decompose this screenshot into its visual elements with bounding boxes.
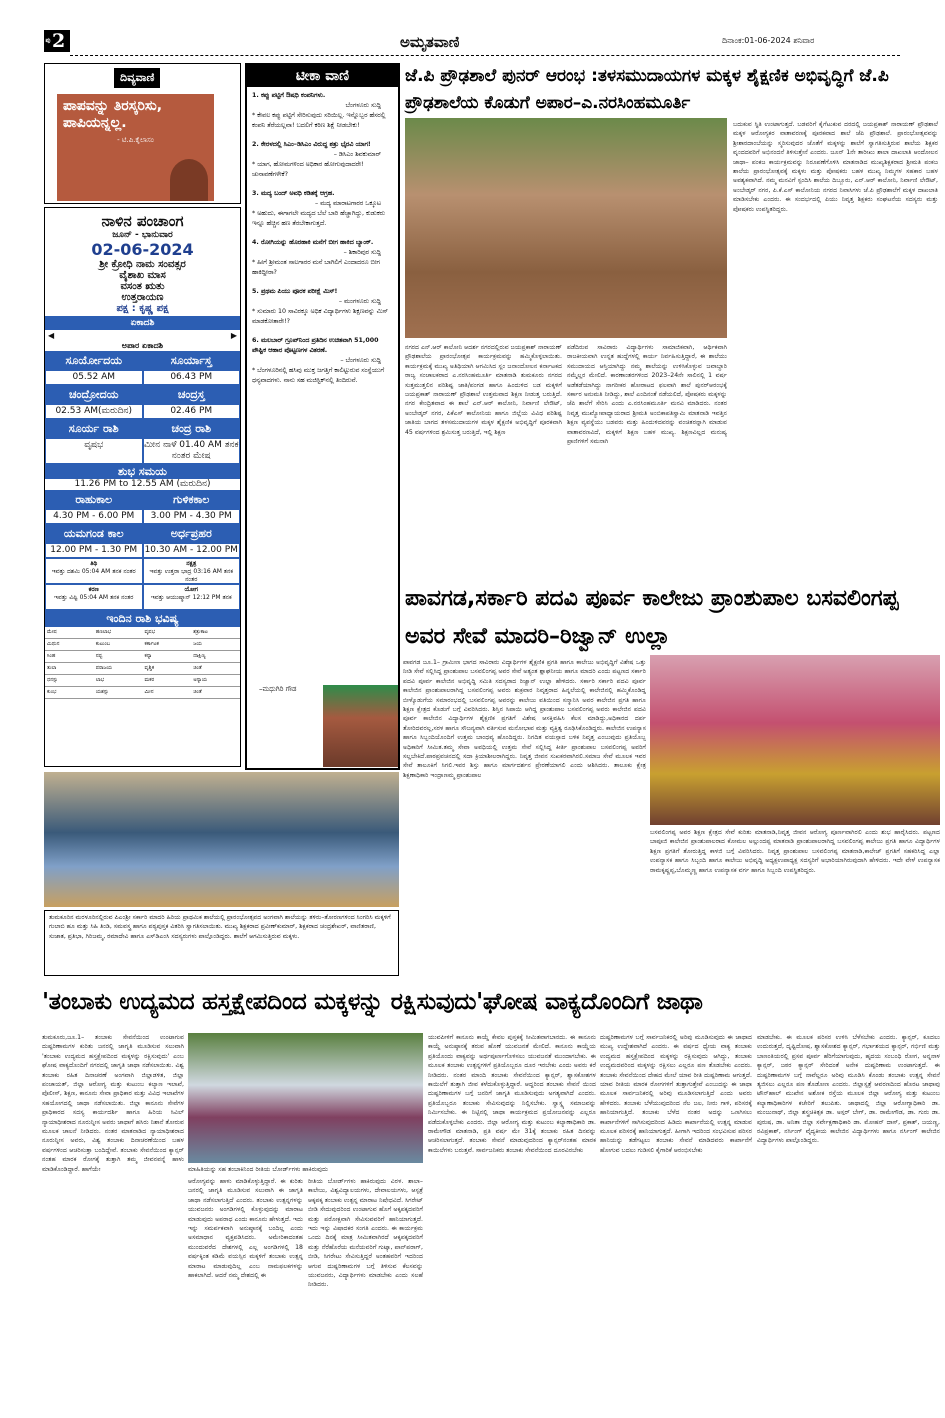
teeka-item-source: – ಮದ್ಯ ಮಾರಾಟಗಾರರ ಒಕ್ಕೂಟ: [314, 200, 381, 207]
rashi-table: [45, 627, 240, 699]
teeka-vani-items: [247, 87, 398, 399]
nakshatra-value: ಇವತ್ತು ಉತ್ತರಾ ಭಾದ್ರ 03:16 AM ತನಕ ನಂತರ: [149, 568, 234, 583]
teeka-item: [252, 189, 393, 229]
panchanga-title: ನಾಳಿನ ಪಂಚಾಂಗ: [101, 212, 184, 230]
kala-grid: [45, 490, 240, 558]
teeka-item-headline: 2. ಕೇರಳದಲ್ಲಿ ಸಿಎಂ–ಡಿಸಿಎಂ ವಿರುದ್ಧ ಶತ್ರು ಭೈರವಿ ಯಾಗ!: [252, 141, 371, 148]
prev-arrow-icon[interactable]: ◀: [48, 331, 55, 340]
teeka-item-comment: * ಸುಮಾರು 10 ಸಾವಿರಕ್ಕೂ ಅಧಿಕ ವಿದ್ಯಾರ್ಥಿಗಳು ಶಿಕ್ಷಣವನ್ನು ಮಿಸ್ ಮಾಡಕೋತಾರೇ!?: [252, 308, 389, 325]
next-arrow-icon[interactable]: ▶: [230, 331, 237, 340]
sunset-label: ಸೂರ್ಯಾಸ್ತ: [143, 351, 241, 370]
ayana: ಉತ್ತರಾಯಣ: [121, 292, 164, 303]
masa: ವೈಶಾಖ ಮಾಸ: [119, 270, 166, 281]
surya-rashi-label: ಸೂರ್ಯ ರಾಶಿ: [45, 419, 143, 438]
gulikakala-value: 3.00 PM - 4.30 PM: [143, 509, 241, 524]
rashi-cell: ಲಾಭ: [94, 675, 143, 687]
story3-column-3: ರೀತಿಯ ಬೋರ್ಡ್‌ಗಳು ಹಾಕಿರುವುದು ವಿರಳ. ಶಾಲಾ–ಕಾಲೇಜು, ವಿಶ್ವವಿದ್ಯಾಲಯಗಳು, ದೇವಾಲಯಗಳು, ಆಸ್ಪತ್ರೆ ಆಕ್ಕಪಕ್ಕ ತಂಬಾಕು ಉತ್ಪನ್ನ ಮಾರಾಟ ನಿಷೇಧವಿದೆ. ಸಿಗರೇಟ್ ಬೀಡಿ ಸೇದುವುದರಿಂದ ಉಂಟಾಗುವ ಹೊಗೆ ಅಕ್ಕಪಕ್ಕದವರಿಗೆ ಮತ್ತು ಪರೋಕ್ಷವಾಗಿ ಸೇವಿಸುವವರಿಗೆ ಹಾನಿಯಾಗುತ್ತದೆ. ಇದು ಇನ್ನು ವಿಷಾದಕರ ಸಂಗತಿ ಎಂದರು. ಈ ಕಾರ್ಯಕ್ರಮ ಒಂದು ದಿನಕ್ಕೆ ಮಾತ್ರ ಸೀಮಿತವಾಗಿರದೆ ಆಕ್ಕಪಕ್ಕದವರಿಗೆ ಮತ್ತು ನೆರೆಹೊರೆಯ ಮನೆಯವರಿಗೆ ಗುಟ್ಕಾ, ಪಾನ್‌ಪರಾಗ್, ಬೀಡಿ, ಸಿಗರೇಟು ಸೇವಿಸುತ್ತಿದ್ದರೆ ಅಂತಹವರಿಗೆ ಇದರಿಂದ ಆಗುವ ದುಷ್ಪರಿಣಾಮಗಳ ಬಗ್ಗೆ ತಿಳಿಸುವ ಕೆಲಸವನ್ನು ಯುವಜನರು, ವಿದ್ಯಾರ್ಥಿಗಳು ಮಾಡಬೇಕು ಎಂದು ಸಲಹೆ ನೀಡಿದರು.: [308, 1178, 423, 1289]
page-prefix: ಪು: [45, 37, 51, 44]
rashi-cell: ಚಿಂತೆ: [191, 663, 240, 675]
teeka-vani-box: [245, 63, 400, 770]
students-photo: [44, 772, 399, 907]
rashi-cell: ಚಿಂತೆ: [191, 687, 240, 699]
teeka-item-comment: * ಅಹುದು, ಈಗಾಗಲೇ ಮದ್ಯದ ಬೆಲೆ ಬಾರಿ ಹೆಚ್ಚಾಗಿದ್ದು, ಕುಡುಕರು ಇನ್ನೂ ಹೆಚ್ಚಿನ ಹಣ ತೆರಬೇಕಾಗುತ್ತದೆ.: [252, 210, 385, 227]
rashi-cell: ಕನ್ಯಾ: [143, 651, 192, 663]
teeka-item: [252, 238, 393, 278]
ardhaprahara-value: 10.30 AM - 12.00 PM: [143, 543, 241, 558]
dateline: ದಿನಾಂಕ:01-06-2024 ಶನಿವಾರ: [722, 36, 815, 45]
quote-card: [57, 94, 214, 201]
rashi-cell: ಕರ್ಕಾಟಕ: [143, 639, 192, 651]
author-portrait: [170, 159, 208, 201]
shubha-samaya-value: 11.26 PM to 12.55 AM (ಮರುದಿನ): [74, 479, 211, 489]
yoga-value: ಇವತ್ತು ಆಯುಷ್ಮಾನ್ 12:12 PM ತನಕ: [150, 594, 232, 601]
rashi-cell: ವೃಷಭ: [143, 627, 192, 639]
nakshatra-cell: [143, 558, 241, 584]
students-photo-caption: ತುಮಕೂರಿನ ಮರಳೂರಿನಲ್ಲಿರುವ ಪಿಎಂಶ್ರೀ ಸರ್ಕಾರಿ ಮಾದರಿ ಹಿರಿಯ ಪ್ರಾಥಮಿಕ ಶಾಲೆಯಲ್ಲಿ ಪ್ರಾರಂಭೋತ್ಸವದ ಅಂಗವಾಗಿ ಶಾಲೆಯನ್ನು ತಳಿರು–ತೋರಣಗಳಿಂದ ಸಿಂಗರಿಸಿ ಮಕ್ಕಳಿಗೆ ಗುಲಾಬಿ ಹೂ ಮತ್ತು ಸಿಹಿ ತಿಂಡಿ, ಸಮವಸ್ತ್ರ ಹಾಗೂ ಪಠ್ಯಪುಸ್ತಕ ವಿತರಿಸಿ ಸ್ವಾಗತಿಸಲಾಯಿತು. ಮುಖ್ಯ ಶಿಕ್ಷಕರಾದ ಪ್ರವೀಣ್‌ಕುಮಾರ್, ಶಿಕ್ಷಕರಾದ ಚಂದ್ರಶೇಖರ್, ವಾಣಿತರಾಣಿ, ಸುಜಾತ, ಪ್ರತಿಭಾ, ಗಿರಿಜಮ್ಮ, ರಮಾದೇವಿ ಹಾಗೂ ಎಸ್‌ಡಿಎಂಸಿ ಸದಸ್ಯರುಗಳು ಪಾಲ್ಗೊಂಡಿದ್ದರು. ಶಾಲೆಗೆ ಆಗಮಿಸುತ್ತಿರುವ ಮಕ್ಕಳು.: [44, 910, 399, 976]
quote-text: ಪಾಪವನ್ನು ತಿರಸ್ಕರಿಸು, ಪಾಪಿಯನ್ನಲ್ಲ.: [63, 98, 163, 131]
moonset-label: ಚಂದ್ರಸ್ತ: [143, 385, 241, 404]
story1-column-a: ನಗರದ ಎನ್.ಆರ್ ಕಾಲೋನಿ ಆದರ್ಶ ನಗರದಲ್ಲಿರುವ ಜಯಪ್ರಕಾಶ್ ನಾರಾಯಣ್ ಪ್ರೌಢಶಾಲೆಯ ಪ್ರಾರಂಭೋತ್ಸವ ಕಾರ್ಯಕ್ರಮವನ್ನು ಹಮ್ಮಿಕೊಳ್ಳಲಾಯಿತು. ಕಾರ್ಯಕ್ರಮಕ್ಕೆ ಮುಖ್ಯ ಅತಿಥಿಯಾಗಿ ಆಗಮಿಸಿದ ಸ್ಲಂ ಜನಾಂದೋಲನ ಕರ್ನಾಟಕದ ರಾಜ್ಯ ಸಂಚಾಲಕರಾದ ಎ.ನರಸಿಂಹಮೂರ್ತಿ ಮಾತನಾಡಿ ತುಮಕೂರು ನಗರದ ಸುತ್ತಮುತ್ತಲಿನ ಪರಿಶಿಷ್ಟ ಜಾತಿ/ಪಂಗಡ ಹಾಗೂ ಹಿಂದುಳಿದ ಬಡ ಮಕ್ಕಳಿಗೆ ಜಯಪ್ರಕಾಶ್ ನಾರಾಯಣ್ ಪ್ರೌಢಶಾಲೆ ಉತ್ತಮವಾದ ಶಿಕ್ಷಣ ನೀಡುತ್ತ ಬರುತ್ತಿದೆ. ನಗರ ಕೇಂದ್ರಿತವಾದ ಈ ಶಾಲೆ ಎನ್.ಆರ್ ಕಾಲೋನಿ, ನಿರ್ವಾಣಿ ಲೇಔಟ್, ಅಂಬೇಡ್ಕರ್ ನಗರ, ಪಿಕೆಎಸ್ ಕಾಲೋನಿಯ ಹಾಗೂ ಜಿಲ್ಲೆಯ ವಿವಿಧ ಪರಿಶಿಷ್ಟ ಜಾತಿಯ ಬಾಗದ ತಳಸಮುದಾಯಗಳ ಮಕ್ಕಳ ಶೈಕ್ಷಣಿಕ ಅಭಿವೃದ್ಧಿಗೆ ಪೂರಕವಾಗಿ 45 ವರ್ಷಗಳಿಂದ ಶ್ರಮಿಸುತ್ತ ಬರುತ್ತಿದೆ, ಇಲ್ಲಿ ಶಿಕ್ಷಣ: [405, 344, 562, 436]
story1-headline: ಜೆ.ಪಿ ಪ್ರೌಢಶಾಲೆ ಪುನರ್ ಆರಂಭ :ತಳಸಮುದಾಯಗಳ ಮಕ್ಕಳ ಶೈಕ್ಷಣಿಕ ಅಭಿವೃದ್ಧಿಗೆ ಜೆ.ಪಿ ಪ್ರೌಢಶಾಲೆಯ ಕೊಡುಗೆ ಅಪಾರ–ಎ.ನರಸಿಂಹಮೂರ್ತಿ: [405, 66, 889, 113]
tithi-value: ಇವತ್ತು ದಶಮಿ 05:04 AM ತನಕ ನಂತರ: [51, 568, 136, 575]
rashi-cell: ಸಿಂಹ: [45, 651, 94, 663]
rashi-cell: ಮಕರ: [143, 675, 192, 687]
divya-vani-box: [44, 63, 241, 204]
masthead-divider: [70, 55, 900, 56]
teeka-item-comment: * ಹೀಗೆ ಶ್ರೀಮಂತ ಸಾಲಗಾರರ ಮನೆ ಬಾಗಿಲಿಗೆ ಎಂದಾದರೂ ಬೀಗ ಹಾಕಿದ್ದೀರಾ?: [252, 259, 380, 276]
story3-column-4: ಯುವಪೀಳಿಗೆ ಕಾನೂನು ಕಾಯ್ದೆ ಕೇವಲ ಪುಸ್ತಕಕ್ಕೆ ಸೀಮಿತವಾಗಬಾರದು. ಈ ಕಾನೂನು ಕಾಯ್ದೆ ಅನುಷ್ಠಾನಕ್ಕೆ ತರುವ ಹೊಣೆ ಯುವಜನತೆ ಮೇಲಿದೆ. ಕಾನೂನು ಕಾಯ್ದೆಯ ಪ್ರತಿಯೊಂದು ವಾಕ್ಯವನ್ನು ಅರ್ಥಪೂರ್ಣಗೊಳಿಸಲು ಯುವಜನತೆ ಮುಂದಾಗಬೇಕು. ಈ ಮೂಲಕ ತಂಬಾಕು ಉತ್ಪನ್ನಗಳಿಗೆ ಪ್ರತಿಯೊಬ್ಬರೂ ದೂರ ಇರಬೇಕು ಎಂದು ಅವರು ಕರೆ ನೀಡಿದರು. ನಂತರ ಮಾಂದಿ ತಂಬಾಕು ಸೇವನೆಯಿಂದ ಕ್ಯಾನ್ಸರ್, ಶ್ವಾಸಕೋಶಗಳ ಕಾಯಿಲೆಗೆ ತುತ್ತಾಗಿ ಜೀವ ಕಳೆದುಕೊಳ್ಳುತ್ತಿದ್ದಾರೆ. ಆದ್ದರಿಂದ ತಂಬಾಕು ಸೇವನೆ ಯಿಂದ ದುಷ್ಪರಿಣಾಮಗಳ ಬಗ್ಗೆ ಜನರಿಗೆ ಜಾಗೃತಿ ಮೂಡಿಸುವುದು ಅಗತ್ಯವಾಗಿದೆ ಎಂದರು. ಪ್ರತಿಯೊಬ್ಬರೂ ತಂಬಾಕು ಸೇವಿಸುವುದನ್ನು ನಿಲ್ಲಿಸಬೇಕು. ಸ್ವಾಸ್ಥ್ಯ ಸಮಾಜವನ್ನು ನಿರ್ಮಿಸಬೇಕು. ಈ ನಿಟ್ಟಿನಲ್ಲಿ ಜಾಥಾ ಕಾರ್ಯಕ್ರಮದ ಪ್ರಯೋಜನವನ್ನು ಎಲ್ಲರೂ ಪಡೆದುಕೊಳ್ಳಬೇಕು ಎಂದರು. ಜಿಲ್ಲಾ ಆರೋಗ್ಯ ಮತ್ತು ಕುಟುಂಬ ಕಲ್ಯಾಣಾಧಿಕಾರಿ ಡಾ. ರಾಮೇಗೌಡ ಮಾತನಾಡಿ, ಪ್ರತಿ ವರ್ಷ ಮೇ 31ಕ್ಕೆ ತಂಬಾಕು ರಹಿತ ದಿನವನ್ನು ಆಚರಿಸಲಾಗುತ್ತದೆ. ತಂಬಾಕು ಸೇವನೆ ಮಾಡುವುದರಿಂದ ಕ್ಯಾನ್ಸರ್‌ನಂತಹ ಮಾರಕ ಕಾಯಿಲೆಗಳು ಬರುತ್ತವೆ. ಸಾರ್ವಜನಿಕರು ತಂಬಾಕು ಸೇವನೆಯಿಂದ ದೂರವಿರಬೇಕು: [428, 1034, 596, 1154]
teeka-item-source: ಬೆಂಗಳೂರು ಸುದ್ದಿ: [345, 102, 381, 109]
teeka-item-source: – ಮಂಗಳೂರು ಸುದ್ದಿ: [338, 298, 381, 305]
rashi-cell: ಧನಸ್ಸು: [45, 675, 94, 687]
story2-headline: ಪಾವಗಡ,ಸರ್ಕಾರಿ ಪದವಿ ಪೂರ್ವ ಕಾಲೇಜು ಪ್ರಾಂಶುಪಾಲ ಬಸವಲಿಂಗಪ್ಪ ಅವರ ಸೇವೆ ಮಾದರಿ–ರಿಜ್ವಾನ್ ಉಲ್ಲಾ: [405, 586, 899, 649]
chandra-rashi-value: ಮೀನ ನಾಳೆ 01.40 AM ತನಕ ನಂತರ ಮೇಷ: [143, 438, 241, 464]
yoga-label: ಯೋಗ: [184, 586, 199, 593]
teeka-vani-title: ಟೀಕಾ ವಾಣಿ: [247, 65, 398, 87]
page-number-badge: [44, 30, 70, 52]
nakshatra-label: ನಕ್ಷತ್ರ: [186, 560, 197, 567]
ekadashi-bar: ಏಕಾದಶಿ: [45, 316, 240, 330]
paksha: ಪಕ್ಷ : ಕೃಷ್ಣ ಪಕ್ಷ: [116, 303, 169, 314]
teeka-item-headline: 6. ಮಲಬಾರ್ ಗ್ರೂಪ್‌ನಿಂದ ಪ್ರತಿದಿನ ಉಚಿತವಾಗಿ 51,000 ಪೌಷ್ಟಿಕ ಆಹಾರ ಪೊಟ್ಟಣಗಳ ವಿತರಣೆ.: [252, 337, 379, 354]
ardhaprahara-label: ಅರ್ಧಪ್ರಹರ: [143, 524, 241, 543]
rashi-cell: ಕುಟುಂಬ: [94, 639, 143, 651]
yamaganda-label: ಯಮಗಂಡ ಕಾಲ: [45, 524, 143, 543]
story3-column-1: ತುಮಕೂರು,ಜೂ.1– ತಂಬಾಕು ಸೇವನೆಯಿಂದ ಉಂಟಾಗುವ ದುಷ್ಪರಿಣಾಮಗಳ ಕುರಿತು ಜನರಲ್ಲಿ ಜಾಗೃತಿ ಮೂಡಿಸುವ ಸಲುವಾಗಿ 'ತಂಬಾಕು ಉದ್ಯಮದ ಹಸ್ತಕ್ಷೇಪದಿಂದ ಮಕ್ಕಳನ್ನು ರಕ್ಷಿಸುವುದು' ಎಂಬ ಘೋಷ ವಾಕ್ಯದೊಂದಿಗೆ ನಗರದಲ್ಲಿ ಜಾಗೃತಿ ಜಾಥಾ ನಡೆಸಲಾಯಿತು. ವಿಶ್ವ ತಂಬಾಕು ರಹಿತ ದಿನಾಚರಣೆ ಅಂಗವಾಗಿ ಜಿಲ್ಲಾಡಳಿತ, ಜಿಲ್ಲಾ ಪಂಚಾಯತ್, ಜಿಲ್ಲಾ ಆರೋಗ್ಯ ಮತ್ತು ಕುಟುಂಬ ಕಲ್ಯಾಣ ಇಲಾಖೆ, ಪೊಲೀಸ್, ಶಿಕ್ಷಣ, ಕಾನೂನು ಸೇವಾ ಪ್ರಾಧಿಕಾರ ಮತ್ತು ವಿವಿಧ ಇಲಾಖೆಗಳ ಸಹಯೋಗದಲ್ಲಿ ಜಾಥಾ ನಡೆಸಲಾಯಿತು. ಜಿಲ್ಲಾ ಕಾನೂನು ಸೇವೆಗಳ ಪ್ರಾಧಿಕಾರದ ಸದಸ್ಯ ಕಾರ್ಯದರ್ಶಿ ಹಾಗೂ ಹಿರಿಯ ಸಿವಿಲ್ ನ್ಯಾಯಾಧೀಶರಾದ ನೂರುನ್ನೀಸ ಅವರು ಜಾಥಾಗೆ ಹಸಿರು ನಿಶಾನೆ ತೋರುವ ಮೂಲಕ ಚಾಲನೆ ನೀಡಿದರು. ನಂತರ ಮಾತನಾಡಿದ ನ್ಯಾಯಾಧೀಶರಾದ ನೂರುನ್ನೀಸ ಅವರು, ವಿಶ್ವ ತಂಬಾಕು ದಿನಾಚರಣೆಯಿಂದ ಬಹಳ ವರ್ಷಗಳಿಂದ ಆಚರಿಸುತ್ತಾ ಬಂದಿದ್ದೇವೆ. ತಂಬಾಕು ಸೇವನೆಯಿಂದ ಕ್ಯಾನ್ಸರ್ ನಂತಹ ಮಾರಕ ರೋಗಕ್ಕೆ ತುತ್ತಾಗಿ ತಮ್ಮ ಜೀವನವನ್ನೆ ಹಾಳು ಮಾಡಿಕೊಂಡಿದ್ದಾರೆ. ಹಾಗೆಯೇ: [42, 1034, 184, 1173]
ekadashi-name: ಅಪಾರ ಏಕಾದಶಿ: [121, 341, 164, 350]
rashi-cell: ವೃಶ್ಚಿಕ: [143, 663, 192, 675]
page-number: 2: [52, 30, 66, 52]
teeka-item-source: – ಬೆಂಗಳೂರು ಸುದ್ದಿ: [340, 357, 381, 364]
story3-column-2: ಆರೋಗ್ಯವನ್ನು ಹಾಳು ಮಾಡಿಕೊಳ್ಳುತ್ತಿದ್ದಾರೆ. ಈ ಕುರಿತು ಜನರಲ್ಲಿ ಜಾಗೃತಿ ಮೂಡಿಸುವ ಸಲುವಾಗಿ ಈ ಜಾಗೃತಿ ಜಾಥಾ ನಡೆಸಲಾಗುತ್ತಿದೆ ಎಂದರು. ತಂಬಾಕು ಉತ್ಪನ್ನಗಳನ್ನು ಯುವಜನರು ಅಂಗಡಿಗಳಲ್ಲಿ ಕೊಳ್ಳುವುದನ್ನು ಮಾರಾಟ ಮಾಡುವುದು ಅಪರಾಧ ಎಂದು ಕಾನೂನು ಹೇಳುತ್ತದೆ. ಇದು ಇನ್ನು ಸಮರ್ಪಕವಾಗಿ ಅನುಷ್ಠಾನಕ್ಕೆ ಬಂದಿಲ್ಲ ಎಂದು ಅಸಮಾಧಾನ ವ್ಯಕ್ತಪಡಿಸಿದರು. ಅಮೇರಿಕಾದಂತಹ ಮುಂದುವರೆದ ದೇಶಗಳಲ್ಲಿ ಎಲ್ಲ ಅಂಗಡಿಗಳಲ್ಲಿ 18 ವರ್ಷಕ್ಕಿಂತ ಕಡಿಮೆ ವಯಸ್ಸಿನ ಮಕ್ಕಳಿಗೆ ತಂಬಾಕು ಉತ್ಪನ್ನ ಮಾರಾಟ ಮಾಡುವುದಿಲ್ಲ ಎಂಬ ನಾಮಫಲಕಗಳನ್ನು ಹಾಕಲಾಗಿದೆ. ಆದರೆ ನಮ್ಮ ದೇಶದಲ್ಲಿ ಈ: [188, 1178, 303, 1280]
story1-column-b: ಪಡೆದಿರುವ ಸಾವಿರಾರು ವಿದ್ಯಾರ್ಥಿಗಳು ಸಾಮಾಜಿಕವಾಗಿ, ಆರ್ಥಿಕವಾಗಿ ರಾಜಕೀಯವಾಗಿ ಉನ್ನತ ಹುದ್ದೆಗಳಲ್ಲಿ ಕಾರ್ಯ ನಿರ್ವಹಿಸುತ್ತಿದ್ದಾರೆ, ಈ ಶಾಲೆಯು ಸಮುದಾಯದ ಆಸ್ತಿಯಾಗಿದ್ದು ನಮ್ಮ ಶಾಲೆಯನ್ನು ಉಳಿಸಿಕೊಳ್ಳುವ ಜವಾಬ್ದಾರಿ ನಮ್ಮೆಲ್ಲರ ಮೇಲಿದೆ. ಕಾರಣಾಂತರಗಳಿಂದ 2023–24ನೇ ಸಾಲಿನಲ್ಲಿ 1 ವರ್ಷ ಅಡೆತಡೆಯಾಗಿದ್ದು ನಾಗರೀಕರ ಹೋರಾಟದ ಫಲವಾಗಿ ಶಾಲೆ ಪುನರ್‌ಆರಂಭಕ್ಕೆ ಸರ್ಕಾರ ಅನುಮತಿ ನೀಡಿದ್ದು, ಶಾಲೆ ಎಂದಿನಂತೆ ನಡೆಯಲಿದೆ, ಪೋಷಕರು ಮಕ್ಕಳನ್ನು ಜೆಪಿ ಶಾಲೆಗೆ ಸೇರಿಸಿ ಎಂದು ಎ.ನರಸಿಂಹಮೂರ್ತಿ ಮನವಿ ಮಾಡಿದರು. ನಂತರ ನಿವೃತ್ತ ಮುಖ್ಯೋಪಾಧ್ಯಾಯರಾದ ಶ್ರೀಮತಿ ಅಂಬಿಕಾಪತಿಸ್ವಾಮಿ ಮಾತನಾಡಿ ಇವತ್ತಿನ ಶಿಕ್ಷಣ ವ್ಯವಸ್ಥೆಯು ಬಡವರು ಮತ್ತು ಹಿಂದುಳಿದವರನ್ನು ವಂಚಿತರನ್ನಾಗಿ ಮಾಡುವ ವಾತಾವರಣವಿದೆ, ಮಕ್ಕಳಿಗೆ ಶಿಕ್ಷಣ ಬಹಳ ಮುಖ್ಯ. ಶಿಕ್ಷಣವಿಲ್ಲದ ಮನುಷ್ಯ ಪ್ರಾಣಿಗಳಿಗೆ ಸಮನಾಗಿ: [567, 344, 727, 446]
teeka-item-comment: * ಬೆಂಗಳೂರಿನಲ್ಲಿ ಹಸಿವು ಮುಕ್ತ ಜಗತ್ತಿಗೆ ಕಾಲಿಟ್ಟುರುವ ಸಂಸ್ಥೆಯುಗೆ ಧನ್ಯವಾದಗಳು. ನಾನು ಸಹ ಮಜಿಸ್ಟಿಕ್‌ನಲ್ಲಿ ತಿಂದಿರುವೆ.: [252, 367, 385, 384]
samvatsara: ಶ್ರೀ ಕ್ರೋಧಿ ನಾಮ ಸಂವತ್ಸರ: [99, 259, 186, 270]
sunrise-value: 05.52 AM: [45, 370, 143, 385]
teeka-item-comment: * ಕೇವಲ ಕಪ್ಪು ಪಟ್ಟಿಗೆ ಸೇರಿಸುವುದು ಸರಿಯಿಲ್ಲ. ಇನ್ನೊಬ್ಬರ ಹೆಸರಲ್ಲಿ ಕಂಪನಿ ತೆರೆಯಲ್ಲವಾ! ಬದಲಿಗೆ ಕಠಿಣ ಶಿಕ್ಷೆ ನೀಡಬೇಕು!: [252, 112, 386, 129]
awareness-rally-photo: [188, 1033, 423, 1163]
quote-author: - ಟಿ.ಪಿ.ಕೈಲಾಸಂ: [117, 136, 154, 144]
panchanga-month-day: ಜೂನ್ - ಭಾನುವಾರ: [112, 230, 173, 240]
rashi-cell: ಯಶಸ್ಸು: [94, 687, 143, 699]
karana-cell: [45, 584, 143, 610]
rashi-cell: ದಾಕ್ಷಿಣ್ಯ: [191, 651, 240, 663]
rashi-cell: ಮೀನ: [143, 687, 192, 699]
sunrise-label: ಸೂರ್ಯೋದಯ: [45, 351, 143, 370]
felicitation-photo: [650, 655, 940, 825]
moonrise-value: 02.53 AM(ಮರುದಿನ): [45, 404, 143, 419]
rashi-cell: ಪರಾಜಯ: [94, 663, 143, 675]
rashi-bhavishya-title: ಇಂದಿನ ರಾಶಿ ಭವಿಷ್ಯ: [45, 610, 240, 627]
moonrise-label: ಚಂದ್ರೋದಯ: [45, 385, 143, 404]
rashi-cell: ಶತ್ರುಕಾಟ: [191, 627, 240, 639]
teeka-item-headline: 1. ಕಪ್ಪು ಪಟ್ಟಿಗೆ ಔಷಧಿ ಕಂಪನಿಗಳು.: [252, 92, 326, 99]
karana-value: ಇವತ್ತು ವಿಷ್ಟಿ 05:04 AM ತನಕ ನಂತರ: [54, 594, 134, 601]
ritu: ವಸಂತ ಋತು: [120, 281, 165, 292]
carousel-nav: [45, 330, 240, 341]
story1-column-right: ಬದುಕುವ ಸ್ಥಿತಿ ಉಂಟಾಗುತ್ತದೆ. ಬಡವರಿಗೆ ಕೈಗೆಟುಕುವ ದರದಲ್ಲಿ ಜಯಪ್ರಕಾಶ್ ನಾರಾಯಣ್ ಪ್ರೌಢಶಾಲೆ ಮಕ್ಕಳ ಆರೋಗ್ಯಕರ ವಾತಾವರಣಕ್ಕೆ ಪೂರಕವಾದ ಶಾಲೆ ಜೆಪಿ ಪ್ರೌಢಶಾಲೆ. ಪ್ರಾರಂಭೋತ್ಸವವನ್ನು ಶ್ರೀಶಾರದಾಂಬೆಯನ್ನು ಸ್ಮರಿಸುವುದರ ಜೊತೆಗೆ ಮಕ್ಕಳನ್ನು ಶಾಲೆಗೆ ಸ್ವಾಗತಿಸುತ್ತಿರುವ ಶಾಲೆಯ ಶಿಕ್ಷಕರ ವೃಂದದವರಿಗೆ ಅಭಿನಂದನೆ ತಿಳಿಸುತ್ತೇನೆ ಎಂದರು. ಜೂನ್ 1ನೇ ತಾರೀಖು ಶಾಲಾ ದಾಖಲಾತಿ ಆಂದೋಲನ ಜಾಥಾ– ಪಂಕಜ ಕಾರ್ಯಕ್ರಮವನ್ನು ನಿರೂಪಣೆಗೊಳಿಸಿ ಮಾತನಾಡಿದ ಮುಖ್ಯಶಿಕ್ಷಕರಾದ ಶ್ರೀಮತಿ ಪಂಕಜ ಶಾಲೆಯ ಪ್ರಾರಂಭೋತ್ಸವಕ್ಕೆ ಮಕ್ಕಳು ಮತ್ತು ಪೋಷಕರು ಬಹಳ ಮುಖ್ಯ ನಿಮ್ಮಗಳ ಸಹಕಾರ ಬಹಳ ಅವಶ್ಯಕವಾಗಿದೆ. ನಮ್ಮ ಮನವಿಗೆ ಸ್ಪಂದಿಸಿ ಶಾಲೆಯ ದಿಬ್ಬೂರು, ಎನ್.ಆರ್ ಕಾಲೋನಿ, ನಿರ್ವಾಣಿ ಲೇಔಟ್, ಅಂಬೇಡ್ಕರ್ ನಗರ, ಪಿ.ಕೆ.ಎಸ್ ಕಾಲೋನಿಯ ನಗರದ ನಿವಾಸಿಗಳು ಜೆ.ಪಿ ಪ್ರೌಢಶಾಲೆಗೆ ಮಕ್ಕಳ ದಾಖಲಾತಿ ಮಾಡಿಸಬೇಕು ಎಂದರು. ಈ ಸಂದರ್ಭದಲ್ಲಿ ಪಿಯು ನಿವೃತ್ತ ಶಿಕ್ಷಕರು ಸಂಘಟನೆಯ ಸದಸ್ಯರು ಮತ್ತು ಪೋಷಕರು ಉಪಸ್ಥಿತರಿದ್ದರು.: [733, 121, 938, 213]
rally-photo-caption: ಮಾಹಿತಿಯನ್ನು ಸಹ ತಂಬಾಕಿನಿಂದ ರೀತಿಯ ಬೋರ್ಡ್‌ಗಳು ಹಾಕಿರುವುದು: [188, 1166, 328, 1173]
tithi-cell: [45, 558, 143, 584]
chandra-rashi-label: ಚಂದ್ರ ರಾಶಿ: [143, 419, 241, 438]
sunset-value: 06.43 PM: [143, 370, 241, 385]
rashi-cell: ಮೇಷ: [45, 627, 94, 639]
story3-headline: 'ತಂಬಾಕು ಉದ್ಯಮದ ಹಸ್ತಕ್ಷೇಪದಿಂದ ಮಕ್ಕಳನ್ನು ರಕ್ಷಿಸುವುದು'ಘೋಷ ವಾಕ್ಯದೊಂದಿಗೆ ಜಾಥಾ: [42, 989, 703, 1015]
teeka-item-headline: 3. ಮದ್ಯ ಬಂದ್ ಅವಧಿ ಕಡಿತಕ್ಕೆ ಆಗ್ರಹ.: [252, 190, 335, 197]
teeka-item: [252, 91, 393, 131]
story3-column-6: ಮಾಡಬೇಕು. ಈ ಮೂಲಕ ಪರಿಸರ ಉಳಿಸಿ ಬೆಳೆಸಬೇಕು ಎಂದರು. ಕ್ಯಾನ್ಸರ್, ಕೂದಲು ಉದುರುತ್ತದೆ, ದೃಷ್ಟಿದೋಷ, ಶ್ವಾಸಕೋಶದ ಕ್ಯಾನ್ಸರ್, ಗರ್ಭಾಶಯದ ಕ್ಯಾನ್ಸರ್, ಗರ್ಭಿಣಿ ಮತ್ತು ಬಾಣಂತಿಯರಲ್ಲಿ ಪ್ರಸವ ಪೂರ್ವ ಹೆರಿಗೆಯಾಗುವುದು, ಹೃದಯ ಸಂಬಂಧಿ ರೋಗ, ಅನ್ನನಾಳ ಕ್ಯಾನ್ಸರ್, ಜಠರ ಕ್ಯಾನ್ಸರ್ ಸೇರಿದಂತೆ ಅನೇಕ ದುಷ್ಪರಿಣಾಮ ಉಂಟಾಗುತ್ತದೆ. ಈ ದುಷ್ಪರಿಣಾಮಗಳ ಬಗ್ಗೆ ನಾವೆಲ್ಲರೂ ಅರಿವು ಮೂಡಿಸಿ ಕೊಂಡು ತಂಬಾಕು ಉತ್ಪನ್ನ ಸೇವನೆ ತ್ಯಜಿಸಲು ಎಲ್ಲರೂ ಪಣ ತೊಡೋಣ ಎಂದರು. ಜಿಲ್ಲಾಸ್ಪತ್ರೆ ಆವರಣದಿಂದ ಹೊರಟ ಜಾಥಾವು ಟೌನ್‌ಹಾಲ್ ಮುಖೇನ ಅಶೋಕ ರಸ್ತೆಯ ಮೂಲಕ ಜಿಲ್ಲಾ ಆರೋಗ್ಯ ಮತ್ತು ಕುಟುಂಬ ಕಲ್ಯಾಣಾಧಿಕಾರಿಗಳ ಕಚೇರಿಗೆ ತಲುಪಿತು. ಜಾಥಾದಲ್ಲಿ ಜಿಲ್ಲಾ ಆರೋಗ್ಯಾಧಿಕಾರಿ ಡಾ. ಮಂಜುನಾಥ್, ಜಿಲ್ಲಾ ಶಸ್ತ್ರಚಿಕಿತ್ಸಕ ಡಾ. ಅಸ್ಗರ್ ಬೇಗ್, ಡಾ. ರಾಮೇಗೌಡ, ಡಾ. ಗುರು ಡಾ. ಪುರುಷ, ಡಾ. ಅನಿತಾ ಜಿಲ್ಲಾ ಸರ್ವೇಕ್ಷಣಾಧಿಕಾರಿ ಡಾ. ಮೋಹನ್ ದಾಸ್, ಪ್ರಕಾಶ್, ಜಯಣ್ಣ, ರವಿಪ್ರಕಾಶ್, ನರ್ಸಿಂಗ್ ವೈದ್ಯಕೀಯ ಕಾಲೇಜಿನ ವಿದ್ಯಾರ್ಥಿಗಳು ಹಾಗೂ ನರ್ಸಿಂಗ್ ಕಾಲೇಜಿನ ವಿದ್ಯಾರ್ಥಿಗಳು ಪಾಲ್ಗೊಂಡಿದ್ದರು.: [757, 1034, 940, 1145]
moonset-value: 02.46 PM: [143, 404, 241, 419]
tithi-grid: [45, 558, 240, 610]
story2-body-right: ಬಸವಲಿಂಗಪ್ಪ ಅವರ ಶಿಕ್ಷಣ ಕ್ಷೇತ್ರದ ಸೇವೆ ಕುರಿತು ಮಾತನಾಡಿ,ನಿವೃತ್ತ ಜೀವನ ಆರೋಗ್ಯ ಪೂರ್ಣವಾಗಿರಲಿ ಎಂದು ಶುಭ ಹಾರೈಸಿದರು. ಪಟ್ಟಣದ ಬಾಪೂಜಿ ಕಾಲೇಜಿನ ಪ್ರಾಂಶುಪಾಲರಾದ ಕೋಮಲ ಅಲ್ಲುಂದಪ್ಪ ಮಾತನಾಡಿ ಪ್ರಾಂಶುಪಾಲರಾಗಿದ್ದ ಬಸವಲಿಂಗಪ್ಪ ಕಾಲೇಜು ಪ್ರಗತಿ ಹಾಗೂ ವಿದ್ಯಾರ್ಥಿಗಳ ಶಿಕ್ಷಣ ಪ್ರಗತಿಗೆ ತೋರುತ್ತಿದ್ದ ಕಾಳಜಿ ಬಗ್ಗೆ ವಿವರಿಸಿದರು. ನಿವೃತ್ತ ಪ್ರಾಂಶುಪಾಲ ಬಸವಲಿಂಗಪ್ಪ ಮಾತನಾಡಿ,ಕಾಲೇಜ್ ಪ್ರಗತಿಗೆ ಸಹಕರಿಸಿದ್ದ ಎಲ್ಲಾ ಉಪನ್ಯಾಸಕ ಹಾಗೂ ಸಿಬ್ಬಂದಿ ಹಾಗೂ ಕಾಲೇಜು ಅಭಿವೃದ್ಧಿ ಅಧ್ಯಕ್ಷಉಪಾಧ್ಯಕ್ಷ ಸದಸ್ಯರಿಗೆ ಅಭಾರಿಯಾಗಿರುವುದಾಗಿ ಹೇಳಿದರು. ಇದೇ ವೇಳೆ ಉಪನ್ಯಾಸಕ ರಾಮಕೃಷ್ಣಪ್ಪ,ಬೊಮ್ಮಣ್ಣ ಹಾಗೂ ಉಪನ್ಯಾಸಕ ವರ್ಗ ಹಾಗೂ ಸಿಬ್ಬಂದಿ ಉಪಸ್ಥಿತರಿದ್ದರು.: [650, 829, 940, 874]
teeka-item: [252, 336, 393, 386]
teeka-item-headline: 5. ಪ್ರಥಮ ಪಿಯು ಪೂರಕ ಪರೀಕ್ಷೆ ಮಿಸ್!: [252, 288, 338, 295]
story3-column-5: ದುಷ್ಪರಿಣಾಮಗಳ ಬಗ್ಗೆ ಸಾರ್ವಜನಿಕರಲ್ಲಿ ಅರಿವು ಮೂಡಿಸುವುದು ಈ ಜಾಥಾದ ಮುಖ್ಯ ಉದ್ದೇಶವಾಗಿದೆ ಎಂದರು. ಈ ವರ್ಷದ ಧ್ಯೇಯ ವಾಕ್ಯ ತಂಬಾಕು ಉದ್ಯಮದ ಹಸ್ತಕ್ಷೇಪದಿಂದ ಮಕ್ಕಳನ್ನು ರಕ್ಷಿಸುವುದು ಆಗಿದ್ದು, ತಂಬಾಕು ಉದ್ಯಮದವರಿಂದ ಮಕ್ಕಳನ್ನು ರಕ್ಷಿಸಲು ಎಲ್ಲರೂ ಪಣ ತೊಡಬೇಕು ಎಂದರು. ತಂಬಾಕು ಸೇವನೆಯಿಂದ ದೇಹದ ಮೇಲೆ ಯಾವ ರೀತಿ ದುಷ್ಪರಿಣಾಮ ಆಗುತ್ತದೆ. ಯಾವ ರೀತಿಯ ಮಾರಕ ರೋಗಗಳಿಗೆ ತುತ್ತಾಗುತ್ತೇವೆ ಎಂಬುದನ್ನು ಈ ಜಾಥಾ ಮೂಲಕ ಸಾರ್ವಜನಿಕರಲ್ಲಿ ಅರಿವು ಮೂಡಿಸಲಾಗುತ್ತಿದೆ ಎಂದು ಅವರು ಹೇಳಿದರು. ತಂಬಾಕು ಬೆಳೆಯುವುದರಿಂದ ನೆಲ ಜಲ, ನೀರು ಗಾಳಿ, ಪರಿಸರಕ್ಕೆ ಹಾನಿಯಾಗುತ್ತಿದೆ. ತಂಬಾಕು ಬೆಳೆದ ನಂತರ ಅದನ್ನು ಒಣಗಿಸಲು ಕಾರ್ಖಾನೆಗಳಿಗೆ ಸಾಗಿಸುವುದರಿಂದ ಹಿಡಿದು ಕಾರ್ಖಾನೆಯಲ್ಲಿ ಉತ್ಪನ್ನ ಮಾಡುವ ಮೂಲಕ ಪರಿಸರಕ್ಕೆ ಹಾನಿಯಾಗುತ್ತದೆ. ಹೀಗಾಗಿ ಇದರಿಂದ ಸಂಭವಿಸುವ ಪರಿಸರ ಹಾನಿಯನ್ನು ತಡೆಗಟ್ಟಲು ತಂಬಾಕು ಸೇವನೆ ಮಾಡಿದವರು ಕಾರ್ಖಾನೆಗೆ ಹೋಗುವ ಬದಲು ಗುಡಿಸಲಿ ಕೈಗಾರಿಕೆ ಆರಂಭಿಸಬೇಕು: [600, 1034, 752, 1154]
columnist-photo: [323, 685, 398, 767]
teeka-item-source: – ಡಿಸಿಎಂ ಶಿವಕುಮಾರ್: [333, 151, 381, 158]
teeka-item-comment: * ಯಾಗ, ಹೋಮಗಳಿಂದ ಅಧಿಕಾರ ಹೋಗುವುದಾದರೇ! ಚುನಾವಣೆಗಳೇಕೆ?: [252, 161, 364, 178]
gulikakala-label: ಗುಳಿಕಕಾಲ: [143, 490, 241, 509]
panchanga-date: 02-06-2024: [91, 240, 194, 259]
rashi-cell: ಮಿಥುನ: [45, 639, 94, 651]
teeka-item: [252, 287, 393, 327]
shubha-samaya-label: ಶುಭ ಸಮಯ: [45, 464, 240, 479]
newspaper-title: ಅಮೃತವಾಣಿ: [400, 33, 460, 51]
rashi-cell: ನಷ್ಟ: [94, 651, 143, 663]
teeka-item-headline: 4. ರೋಗಿಯನ್ನು ಹೊರಹಾಕಿ ಮನೆಗೆ ಬೀಗ ಹಾಕಿದ ಬ್ಯಾಂಕ್.: [252, 239, 374, 246]
divya-vani-label: ದಿವ್ಯವಾಣಿ: [114, 68, 160, 88]
yamaganda-value: 12.00 PM - 1.30 PM: [45, 543, 143, 558]
surya-rashi-value: ವೃಷಭ: [45, 438, 143, 464]
rahukala-label: ರಾಹುಕಾಲ: [45, 490, 143, 509]
teeka-item: [252, 140, 393, 180]
panchanga-box: [44, 207, 241, 767]
story2-body: ಪಾವಗಡ ಜೂ.1– ಗ್ರಾಮೀಣ ಭಾಗದ ಸಾವಿರಾರು ವಿದ್ಯಾರ್ಥಿಗಳ ಶೈಕ್ಷಣಿಕ ಪ್ರಗತಿ ಹಾಗೂ ಕಾಲೇಜು ಅಭಿವೃದ್ಧಿಗೆ ವಿಶೇಷ ಒತ್ತು ನೀಡಿ ಸೇವೆ ಸಲ್ಲಿಸಿದ್ದ ಪ್ರಾಂಶುಪಾಲ ಬಸವಲಿಂಗಪ್ಪ ಅವರ ಸೇವೆ ಅತ್ಯಂತ ಶ್ಲಾಘನೀಯ ಹಾಗೂ ಮಾದರಿ ಎಂದು ಪಟ್ಟಣದ ಸರ್ಕಾರಿ ಪದವಿ ಪೂರ್ವ ಕಾಲೇಜಿನ ಅಭಿವೃದ್ಧಿ ಸಮಿತಿ ಸದಸ್ಯರಾದ ರಿಜ್ವಾನ್ ಉಲ್ಲಾ ಹೇಳಿದರು. ಸರ್ಕಾರಿ ಸರ್ಕಾರಿ ಪದವಿ ಪೂರ್ವ ಕಾಲೇಜಿನ ಪ್ರಾಂಶುಪಾಲರಾಗಿದ್ದ ಬಸವಲಿಂಗಪ್ಪ ಅವರು ಶುಕ್ರವಾರ ನಿವೃತ್ತರಾದ ಹಿನ್ನಲೆಯಲ್ಲಿ ಕಾಲೇಜಿನಲ್ಲಿ ಹಮ್ಮಿಕೊಂಡಿದ್ದ ಬೀಳ್ಕೊಡುಗೆಯ ಸಮಾರಂಭದಲ್ಲಿ ಬಸವಲಿಂಗಪ್ಪ ಅವರನ್ನು ಕಾಲೇಜು ವತಿಯಿಂದ ಸನ್ಮಾನಿಸಿ ಅವರ ಕಾಲೇಜಿನ ಪ್ರಗತಿ ಹಾಗೂ ಶಿಕ್ಷಣ ಕ್ಷೇತ್ರದ ಕೊಡುಗೆ ಬಗ್ಗೆ ವಿವರಿಸಿದರು. ಶಿಸ್ತಿನ ಸಿಪಾಯಿ ಆಗಿದ್ದ ಪ್ರಾಂಶುಪಾಲ ಬಸವಲಿಂಗಪ್ಪ ಅವರು ಕಾಲೇಜಿನ ಪದವಿ ಪೂರ್ವ ಕಾಲೇಜಿನ ವಿದ್ಯಾರ್ಥಿಗಳ ಶೈಕ್ಷಣಿಕ ಪ್ರಗತಿಗೆ ವಿಶೇಷ ಆಸಕ್ತಿವಹಿಸಿ ಕೆಲಸ ಮಾಡಿದ್ದು,ಅಧಿಕಾರದ ದರ್ಪ ತೋರಿದವರಲ್ಲ,ಸರಳ ಹಾಗೂ ಸೌಜನ್ಯವಾಗಿ ವರ್ತಿಸುವ ಮನೋಭಾವ ಮತ್ತು ವ್ಯಕ್ತಿತ್ವ ರೂಢಿಸಿಕೊಂಡಿದ್ದರು. ಕಾಲೇಜಿನ ಉಪನ್ಯಾಸ ಹಾಗೂ ಸಿಬ್ಬಂದಿಯೊಂದಿಗೆ ಉತ್ತಮ ಬಾಂಧವ್ಯ ಹೊಂದಿದ್ದರು. ನಿಗದಿತ ವಯಸ್ಸಾದ ಬಳಿಕ ನಿವೃತ್ತ ಎಂಬುವುದು ಪ್ರತಿಯೊಬ್ಬ ಅಧಿಕಾರಿಗೆ ಸೀಮಿತ.ತಮ್ಮ ಸೇವಾ ಅವಧಿಯಲ್ಲಿ ಉತ್ತಮ ಸೇವೆ ಸಲ್ಲಿಸಿದ್ದ ಕೀರ್ತಿ ಪ್ರಾಂಶುಪಾಲ ಬಸವಲಿಂಗಪ್ಪ ಅವರಿಗೆ ಸಲ್ಲಬೇಕಿದೆ.ಪಾಠಪ್ರವಚನದಲ್ಲಿ ಸದಾ ಕ್ರಿಯಾಶೀಲರಾಗಿದ್ದರು. ನಿವೃತ್ತ ಜೀವನ ಸುಖಕರವಾಗಿರಲಿ.ಸಮಾಜ ಸೇವೆ ಮೂಲಕ ಇವರ ಸೇವೆ ತಾಲೂಕಿಗೆ ಸಿಗಲಿ.ಇವರ ಶಿಸ್ತು ಹಾಗೂ ಮಾರ್ಗದರ್ಶನ ಪ್ರೇರಣೆಯಾಗಲಿ ಎಂದು ಆಶಿಸಿದರು. ತಾಲೂಕು ಕ್ಷೇತ್ರ ಶಿಕ್ಷಣಾಧಿಕಾರಿ ಇಂದ್ರಾಣಮ್ಮ ಪ್ರಾಂಶುಪಾಲ: [403, 659, 646, 779]
rashi-cell: ಅನ್ಯಾಯ: [191, 675, 240, 687]
rashi-cell: ಕುಂಭ: [45, 687, 94, 699]
karana-label: ಕರಣ: [88, 586, 99, 593]
rahukala-value: 4.30 PM - 6.00 PM: [45, 509, 143, 524]
school-classroom-photo: [405, 118, 727, 338]
rashi-cell: ಜಯ: [191, 639, 240, 651]
rashi-cell: ತುಲಾ: [45, 663, 94, 675]
yoga-cell: [143, 584, 241, 610]
columnist-signature: –ಮಧುಗಿರಿ ಗೌಡ: [259, 685, 297, 693]
tithi-label: ತಿಥಿ: [90, 560, 98, 567]
sun-moon-grid: [45, 351, 240, 464]
rashi-cell: ಹಣಲಾಭ: [94, 627, 143, 639]
teeka-item-source: – ಶಿಕಾರಿಪುರ ಸುದ್ದಿ: [343, 249, 381, 256]
